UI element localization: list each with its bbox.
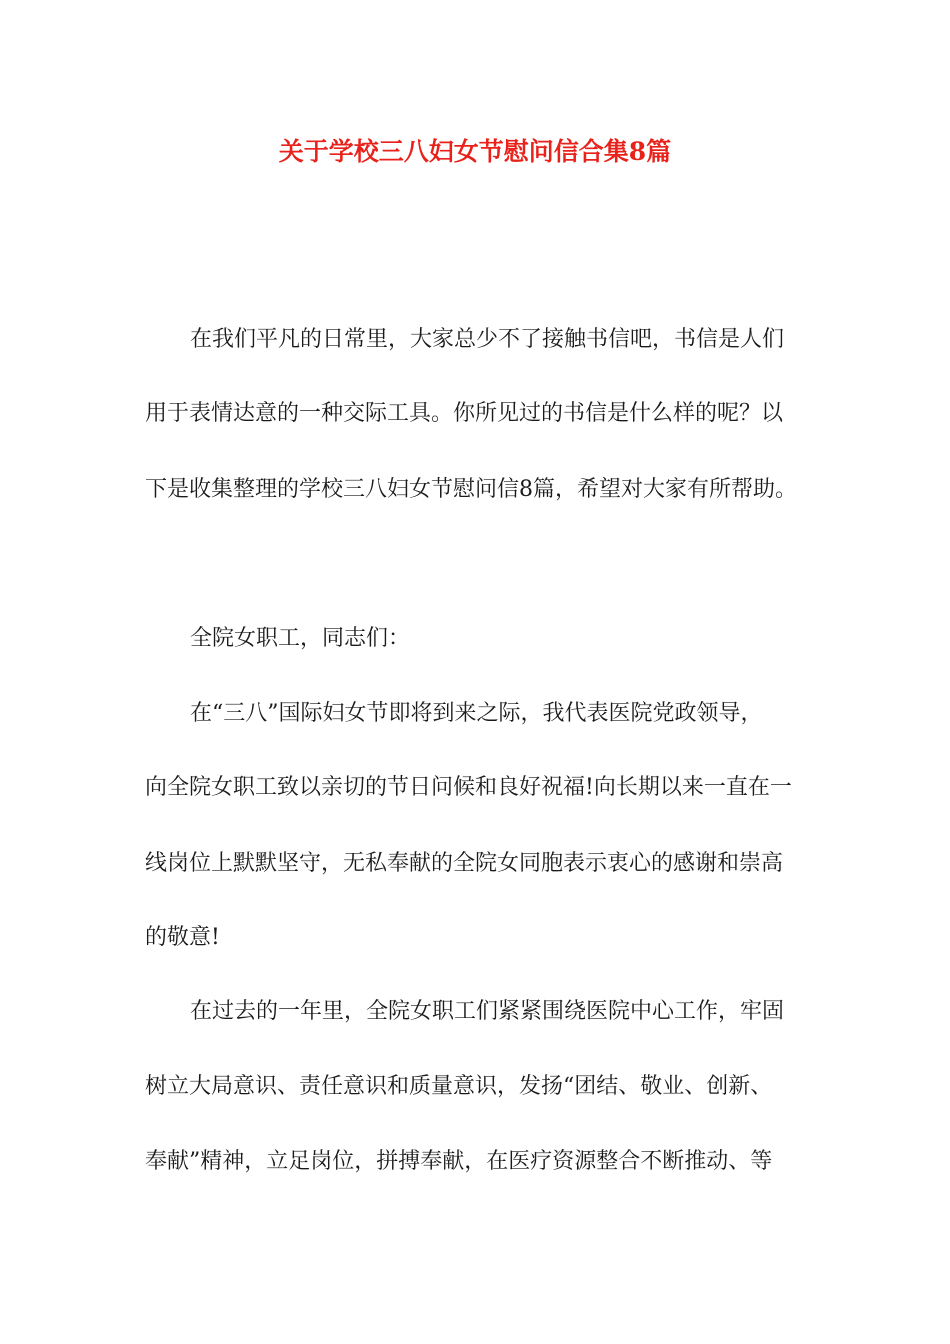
paragraph-line-9: 在过去的一年里，全院女职工们紧紧围绕医院中心工作，牢固 — [190, 999, 785, 1024]
document-title: 关于学校三八妇女节慰问信合集8篇 — [278, 137, 672, 166]
paragraph-line-7: 线岗位上默默坚守，无私奉献的全院女同胞表示衷心的感谢和崇高 — [145, 851, 784, 876]
paragraph-line-2: 用于表情达意的一种交际工具。你所见过的书信是什么样的呢？以 — [145, 401, 784, 426]
paragraph-line-5: 在“三八”国际妇女节即将到来之际，我代表医院党政领导， — [190, 701, 763, 726]
paragraph-line-1: 在我们平凡的日常里，大家总少不了接触书信吧，书信是人们 — [190, 327, 785, 352]
paragraph-line-6: 向全院女职工致以亲切的节日问候和良好祝福!向长期以来一直在一 — [145, 775, 792, 800]
paragraph-line-11: 奉献”精神，立足岗位，拼搏奉献，在医疗资源整合不断推动、等 — [145, 1149, 773, 1174]
paragraph-line-3: 下是收集整理的学校三八妇女节慰问信8篇，希望对大家有所帮助。 — [145, 477, 797, 502]
paragraph-line-10: 树立大局意识、责任意识和质量意识，发扬“团结、敬业、创新、 — [145, 1074, 773, 1099]
paragraph-line-8: 的敬意! — [145, 925, 220, 950]
salutation-line: 全院女职工，同志们： — [190, 626, 411, 651]
